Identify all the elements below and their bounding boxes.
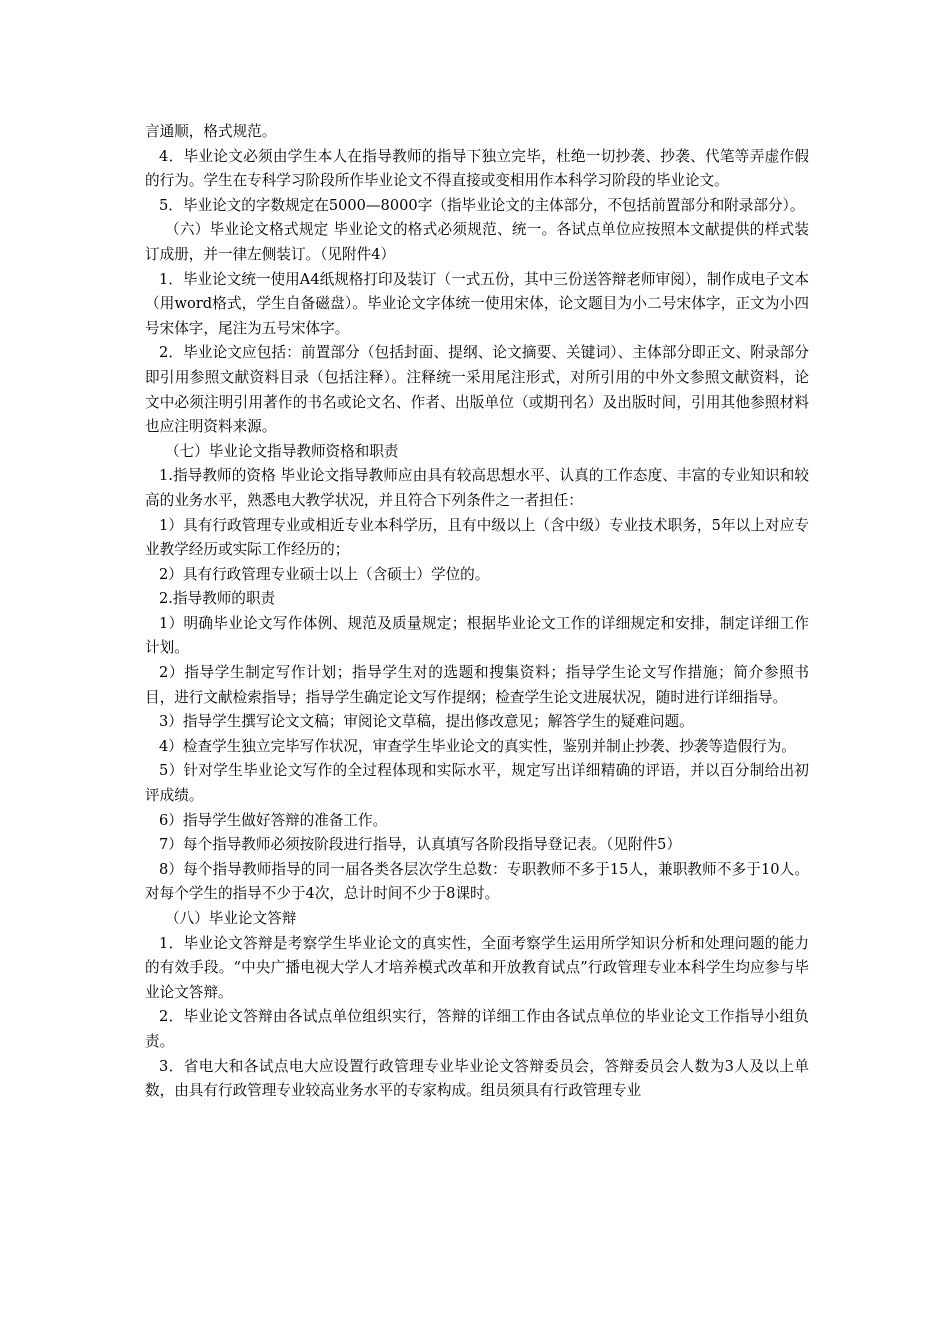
paragraph: 5．毕业论文的字数规定在5000—8000字（指毕业论文的主体部分，不包括前置部分和附录部分）。 xyxy=(159,196,805,214)
subsection-heading: 2.指导教师的职责 xyxy=(159,590,276,608)
paragraph: 1）明确毕业论文写作体例、规范及质量规定；根据毕业论文工作的详细规定和安排，制定详细工作计划。 xyxy=(145,614,809,657)
paragraph: 6）指导学生做好答辩的准备工作。 xyxy=(159,811,388,829)
paragraph: 7）每个指导教师必须按阶段进行指导，认真填写各阶段指导登记表。（见附件5） xyxy=(159,836,682,854)
paragraph: 4．毕业论文必须由学生本人在指导教师的指导下独立完毕，杜绝一切抄袭、抄袭、代笔等弄虚作假的行为。学生在专科学习阶段所作毕业论文不得直接或变相用作本科学习阶段的毕业论文。 xyxy=(145,147,809,190)
paragraph: 3）指导学生撰写论文文稿；审阅论文草稿，提出修改意见；解答学生的疑难问题。 xyxy=(159,713,694,731)
paragraph: 8）每个指导教师指导的同一届各类各层次学生总数：专职教师不多于15人，兼职教师不多于10人。对每个学生的指导不少于4次，总计时间不少于8课时。 xyxy=(145,860,809,903)
paragraph: 3．省电大和各试点电大应设置行政管理专业毕业论文答辩委员会，答辩委员会人数为3人及以上单数，由具有行政管理专业较高业务水平的专家构成。组员须具有行政管理专业 xyxy=(145,1057,809,1100)
section-heading: （八）毕业论文答辩 xyxy=(165,910,297,927)
paragraph: 2）具有行政管理专业硕士以上（含硕士）学位的。 xyxy=(159,565,490,583)
paragraph: 2．毕业论文答辩由各试点单位组织实行，答辩的详细工作由各试点单位的毕业论文工作指导小组负责。 xyxy=(145,1008,809,1050)
paragraph: 4）检查学生独立完毕写作状况，审查学生毕业论文的真实性，鉴别并制止抄袭、抄袭等造假行为。 xyxy=(159,737,796,755)
paragraph: 1）具有行政管理专业或相近专业本科学历，且有中级以上（含中级）专业技术职务，5年以上对应专业教学经历或实际工作经历的； xyxy=(145,516,809,559)
paragraph: 2）指导学生制定写作计划；指导学生对的选题和搜集资料；指导学生论文写作措施；简介参照书目，进行文献检索指导；指导学生确定论文写作提纲；检查学生论文进展状况，随时进行详细指导。 xyxy=(145,664,809,706)
section-heading-paragraph: （六）毕业论文格式规定 毕业论文的格式必须规范、统一。各试点单位应按照本文献提供的样式装订成册，并一律左侧装订。（见附件4） xyxy=(145,221,809,263)
paragraph: 言通顺，格式规范。 xyxy=(145,123,277,140)
paragraph: 1．毕业论文统一使用A4纸规格打印及装订（一式五份，其中三份送答辩老师审阅），制作成电子文本（用word格式，学生自备磁盘）。毕业论文字体统一使用宋体，论文题目为小二号宋体字，正文为小四号宋体字，尾注为五号宋体字。 xyxy=(145,270,809,337)
document-page xyxy=(145,120,809,1104)
paragraph: 1.指导教师的资格 毕业论文指导教师应由具有较高思想水平、认真的工作态度、丰富的专业知识和较高的业务水平，熟悉电大教学状况，并且符合下列条件之一者担任： xyxy=(145,467,809,509)
paragraph: 1．毕业论文答辩是考察学生毕业论文的真实性，全面考察学生运用所学知识分析和处理问题的能力的有效手段。“中央广播电视大学人才培养模式改革和开放教育试点”行政管理专业本科学生均应参与毕业论文答辩。 xyxy=(145,934,809,1001)
section-heading: （七）毕业论文指导教师资格和职责 xyxy=(165,442,399,460)
paragraph: 5）针对学生毕业论文写作的全过程体现和实际水平，规定写出详细精确的评语，并以百分制给出初评成绩。 xyxy=(145,762,809,805)
paragraph: 2．毕业论文应包括：前置部分（包括封面、提纲、论文摘要、关键词）、主体部分即正文、附录部分即引用参照文献资料目录（包括注释）。注释统一采用尾注形式，对所引用的中外文参照文献资料，论文中必须注明引用著作的书名或论文名、作者、出版单位（或期刊名）及出版时间，引用其他参照材料也应注明资料来源。 xyxy=(145,344,809,436)
